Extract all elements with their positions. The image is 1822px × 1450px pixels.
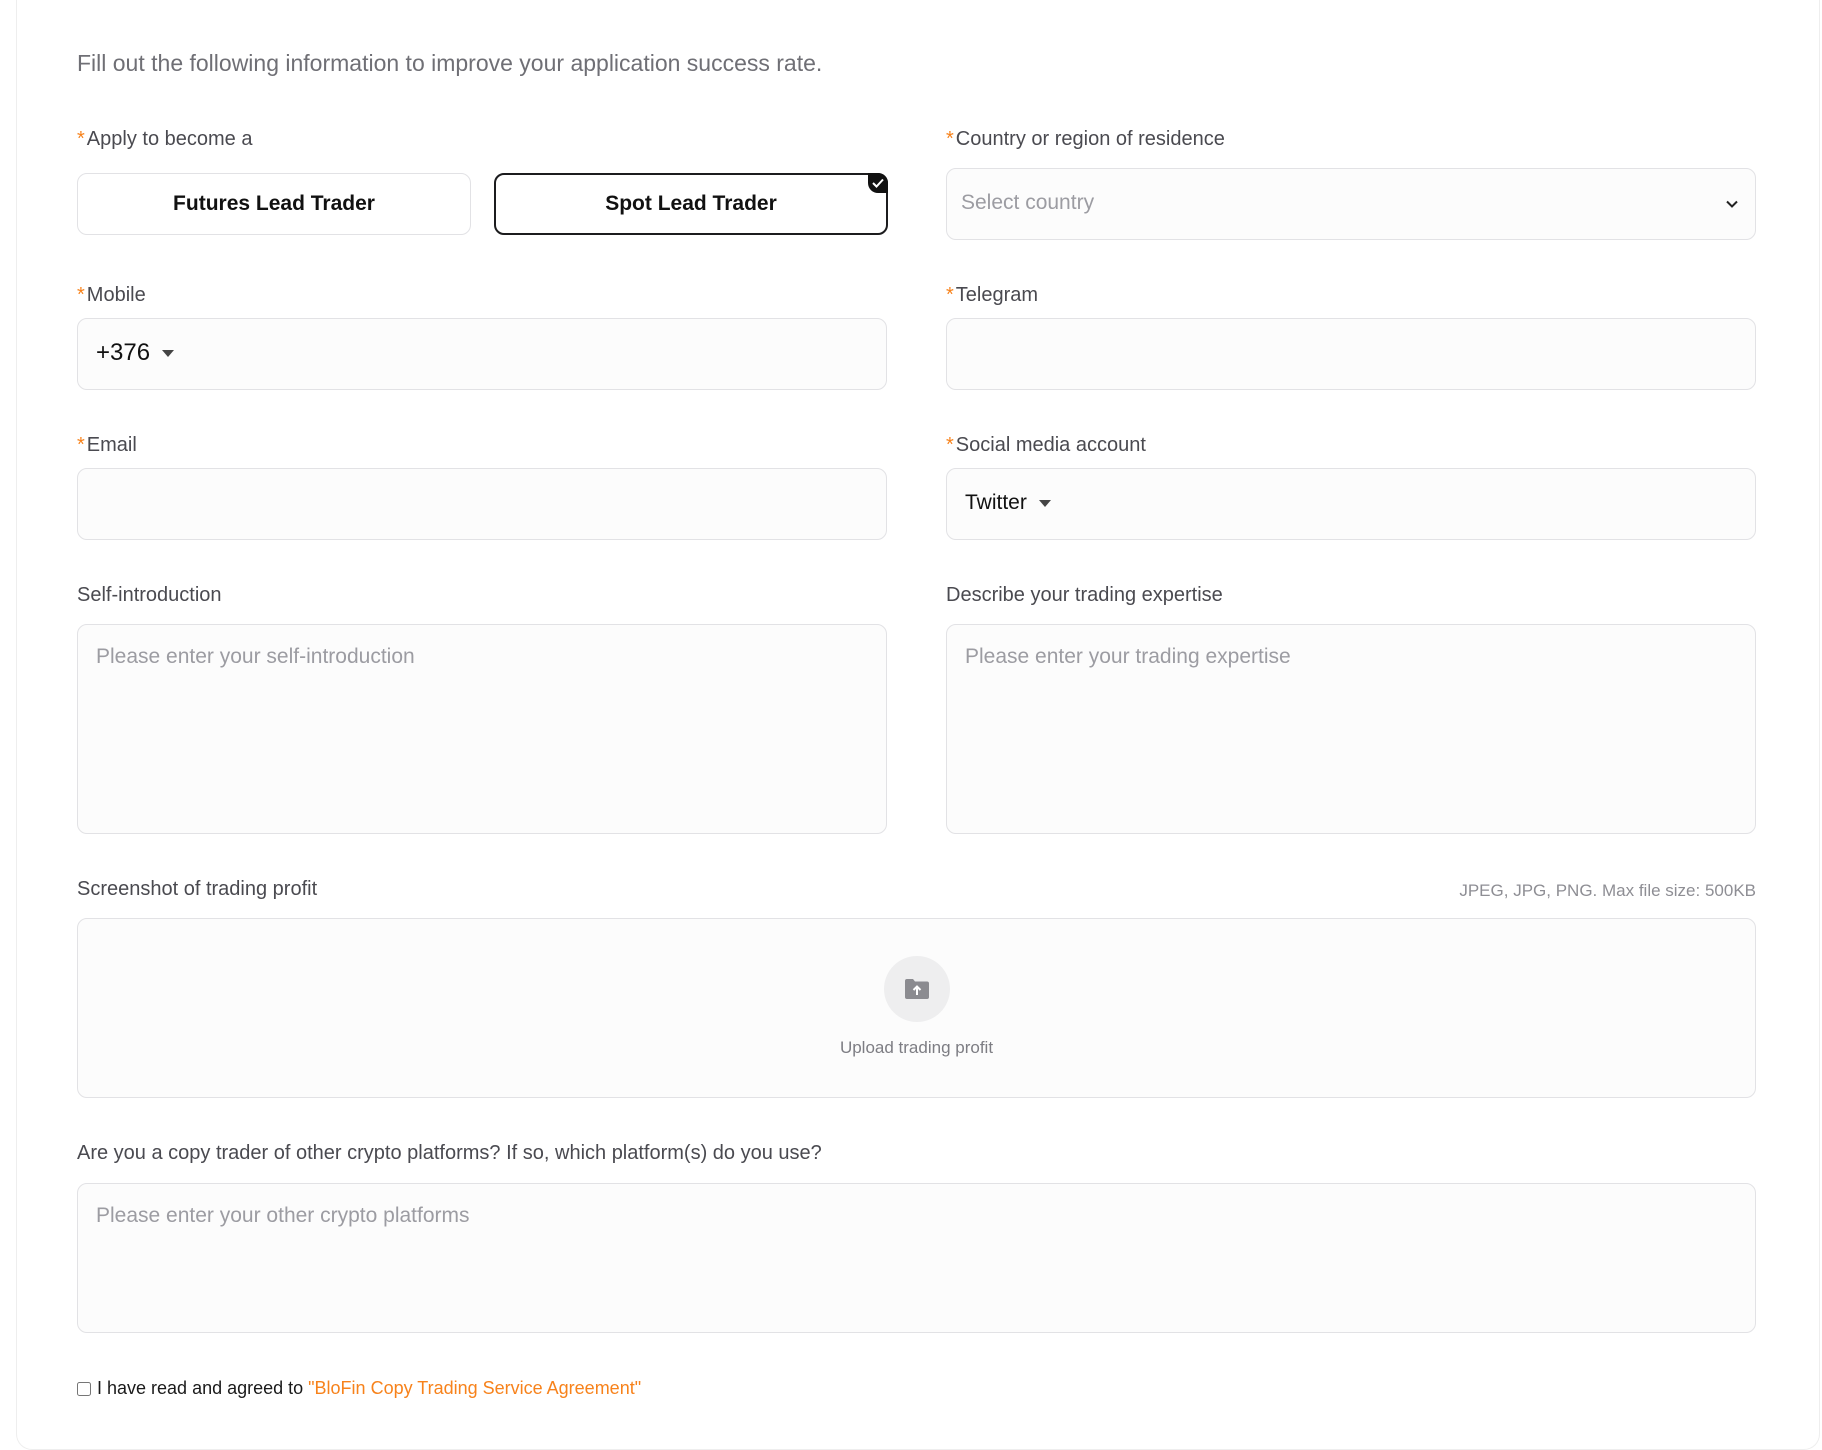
upload-dropzone[interactable]: [77, 918, 1756, 1098]
expertise-label: Describe your trading expertise: [946, 584, 1223, 606]
social-media-input[interactable]: [946, 468, 1756, 540]
telegram-label: * Telegram: [946, 284, 1039, 306]
apply-label: * Apply to become a: [77, 128, 253, 150]
platforms-label: Are you a copy trader of other crypto platforms? If so, which platform(s) do you use?: [77, 1142, 822, 1164]
agreement-text: I have read and agreed to: [97, 1378, 304, 1398]
social-platform-dropdown[interactable]: [965, 491, 1051, 515]
social-label: * Social media account: [946, 434, 1146, 456]
agreement-row: [77, 1378, 641, 1399]
country-placeholder: Select country: [961, 191, 1095, 214]
telegram-input[interactable]: [946, 318, 1756, 390]
caret-down-icon: [1039, 500, 1051, 507]
social-platform: Twitter: [965, 491, 1027, 514]
upload-button[interactable]: [884, 956, 950, 1022]
platforms-textarea[interactable]: Please enter your other crypto platforms: [77, 1183, 1756, 1333]
chevron-down-icon: [1725, 197, 1739, 211]
intro-text: Fill out the following information to improve your application success rate.: [77, 50, 823, 76]
email-label: * Email: [77, 434, 137, 456]
country-select[interactable]: [946, 168, 1756, 240]
screenshot-label: Screenshot of trading profit: [77, 878, 318, 900]
country-code-dropdown[interactable]: [96, 339, 174, 367]
file-hint: JPEG, JPG, PNG. Max file size: 500KB: [1459, 881, 1756, 900]
futures-lead-trader-button[interactable]: Futures Lead Trader: [77, 173, 471, 235]
country-label: * Country or region of residence: [946, 128, 1225, 150]
agreement-checkbox[interactable]: [77, 1382, 91, 1396]
required-mark: *: [77, 128, 85, 150]
self-intro-textarea[interactable]: Please enter your self-introduction: [77, 624, 887, 834]
agreement-link[interactable]: "BloFin Copy Trading Service Agreement": [308, 1378, 642, 1398]
email-input[interactable]: [77, 468, 887, 540]
mobile-label: * Mobile: [77, 284, 146, 306]
expertise-textarea[interactable]: Please enter your trading expertise: [946, 624, 1756, 834]
selected-check-icon: [868, 173, 888, 193]
folder-upload-icon: [904, 978, 930, 1000]
country-code: +376: [96, 339, 151, 366]
caret-down-icon: [162, 350, 174, 357]
spot-lead-trader-button[interactable]: Spot Lead Trader: [494, 173, 888, 235]
upload-label: Upload trading profit: [839, 1038, 994, 1057]
self-intro-label: Self-introduction: [77, 584, 222, 606]
mobile-input[interactable]: [77, 318, 887, 390]
